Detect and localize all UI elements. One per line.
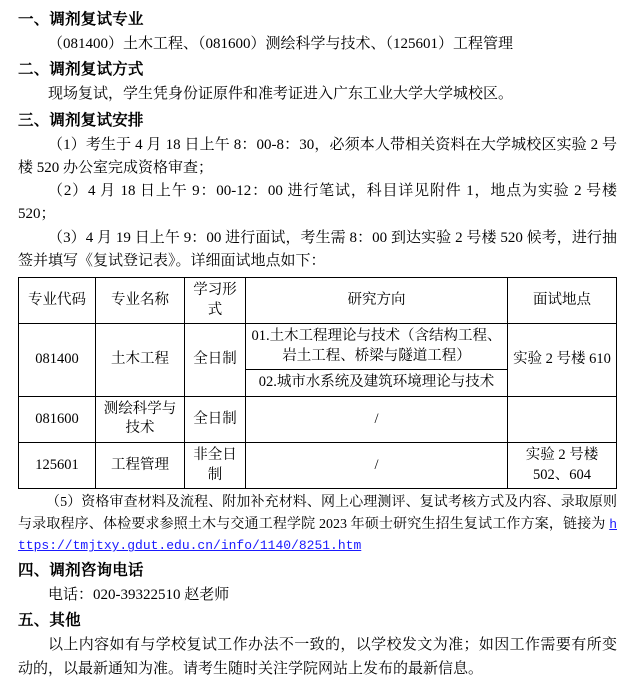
section-heading-3: 三、调剂复试安排 bbox=[18, 111, 144, 129]
cell-name-081400: 土木工程 bbox=[96, 324, 185, 397]
section-1-paragraph-1: （081400）土木工程、（081600）测绘科学与技术、（125601）工程管理 bbox=[48, 36, 514, 53]
cell-direction-081400-2: 02.城市水系统及建筑环境理论与技术 bbox=[246, 370, 508, 397]
cell-direction-081400-1: 01.土木工程理论与技术（含结构工程、岩土工程、桥梁与隧道工程） bbox=[246, 324, 508, 370]
section-3-paragraph-2: （2）4 月 18 日上午 9：00-12：00 进行笔试，科目详见附件 1，地点为实验 2 号楼 520； bbox=[18, 183, 617, 223]
cell-form-125601: 非全日制 bbox=[185, 442, 246, 488]
table-header-place: 面试地点 bbox=[508, 278, 617, 324]
cell-direction-125601: / bbox=[246, 442, 508, 488]
section-3-paragraph-1: （1）考生于 4 月 18 日上午 8：00-8：30，必须本人带相关资料在大学城校区实验 2 号楼 520 办公室完成资格审查； bbox=[18, 136, 617, 176]
cell-name-125601: 工程管理 bbox=[96, 442, 185, 488]
section-4-paragraph-1: 电话：020-39322510 赵老师 bbox=[48, 587, 230, 604]
table-header-form: 学习形式 bbox=[185, 278, 246, 324]
section-2-paragraph-1: 现场复试，学生凭身份证原件和准考证进入广东工业大学大学城校区。 bbox=[48, 86, 514, 103]
cell-place-081400: 实验 2 号楼 610 bbox=[508, 324, 617, 397]
table-header-name: 专业名称 bbox=[96, 278, 185, 324]
table-header-row bbox=[19, 278, 617, 324]
item-5-paragraph bbox=[18, 492, 617, 557]
cell-place-125601: 实验 2 号楼 502、604 bbox=[508, 442, 617, 488]
table-header-direction: 研究方向 bbox=[246, 278, 508, 324]
cell-code-125601: 125601 bbox=[19, 442, 96, 488]
interview-schedule-table bbox=[18, 277, 617, 489]
table-row bbox=[19, 442, 617, 488]
cell-form-081400: 全日制 bbox=[185, 324, 246, 397]
item-5-text: （5）资格审查材料及流程、附加补充材料、网上心理测评、复试考核方式及内容、录取原则与录取程序、体检要求参照土木与交通工程学院 2023 年硕士研究生招生复试工作方案，链接为 bbox=[18, 495, 617, 532]
section-heading-4: 四、调剂咨询电话 bbox=[18, 562, 144, 580]
section-heading-1: 一、调剂复试专业 bbox=[18, 11, 144, 28]
section-heading-5: 五、其他 bbox=[18, 612, 81, 630]
cell-direction-081600: / bbox=[246, 396, 508, 442]
table-row bbox=[19, 324, 617, 370]
cell-form-081600: 全日制 bbox=[185, 396, 246, 442]
cell-place-081600 bbox=[508, 396, 617, 442]
table-header-code: 专业代码 bbox=[19, 278, 96, 324]
section-3-paragraph-3: （3）4 月 19 日上午 9：00 进行面试，考生需 8：00 到达实验 2 号楼 520 候考，进行抽签并填写《复试登记表》。详细面试地点如下： bbox=[18, 229, 617, 269]
section-5-paragraph-1: 以上内容如有与学校复试工作办法不一致的，以学校发文为准；如因工作需要有所变动的，以最新通知为准。请考生随时关注学院网站上发布的最新信息。 bbox=[18, 637, 617, 677]
cell-name-081600: 测绘科学与技术 bbox=[96, 396, 185, 442]
table-row bbox=[19, 396, 617, 442]
replay-plan-link[interactable]: https://tmjtxy.gdut.edu.cn/info/1140/8251.htm bbox=[18, 516, 617, 554]
cell-code-081400: 081400 bbox=[19, 324, 96, 397]
section-heading-2: 二、调剂复试方式 bbox=[18, 61, 144, 79]
cell-code-081600: 081600 bbox=[19, 396, 96, 442]
